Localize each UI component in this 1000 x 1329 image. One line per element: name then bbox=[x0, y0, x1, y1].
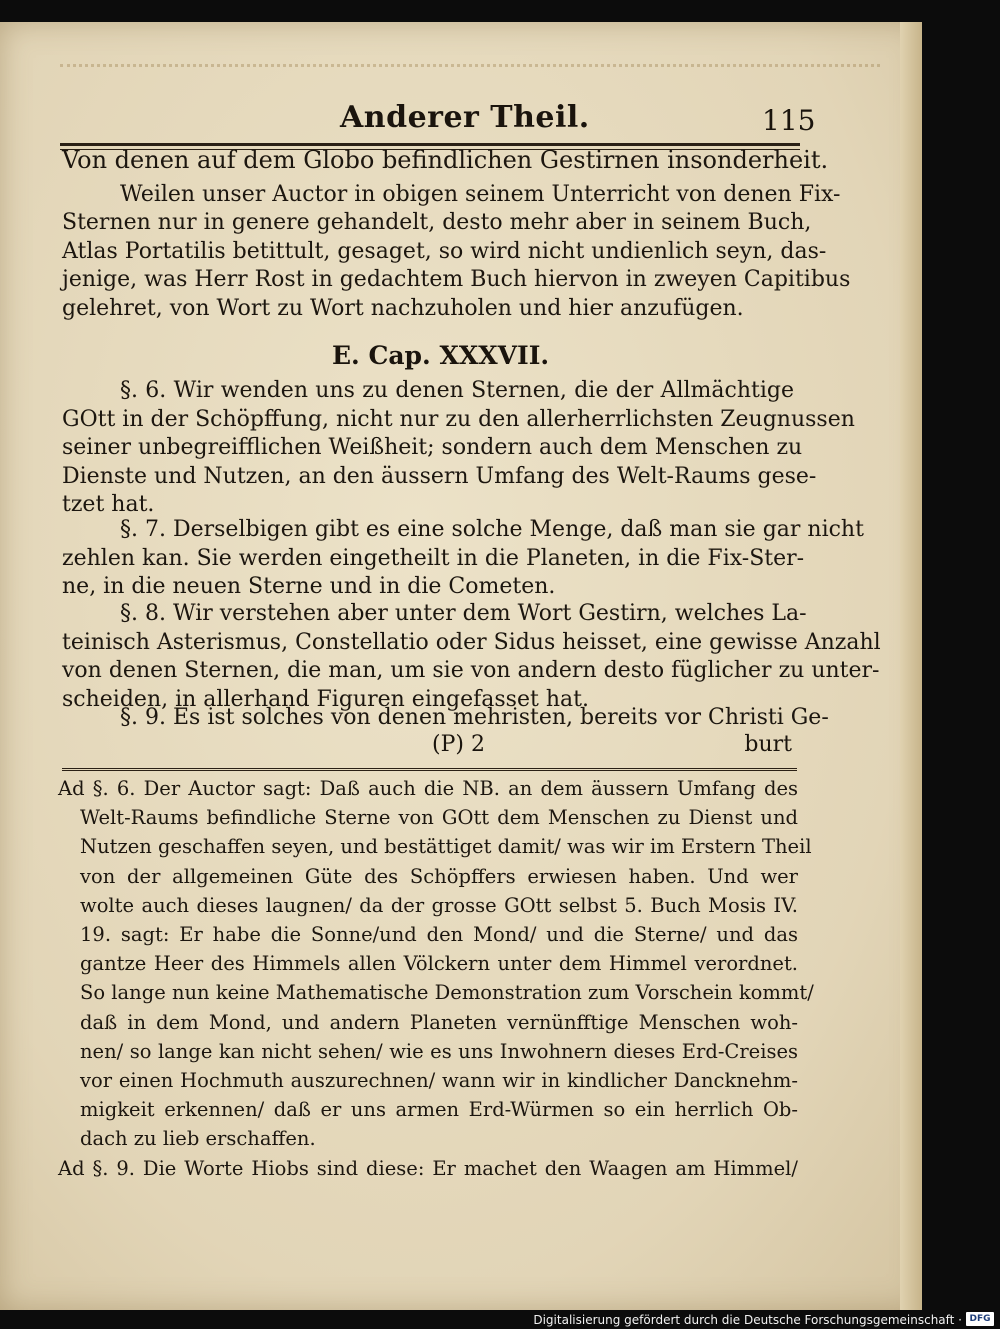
paragraph-line: scheiden, in allerhand Figuren eingefasset hat. bbox=[62, 686, 589, 712]
intro-line: Weilen unser Auctor in obigen seinem Unterricht von denen Fix- bbox=[120, 181, 841, 207]
footnote-line: wolte auch dieses laugnen/ da der grosse GOtt selbst 5. Buch Mosis IV. bbox=[80, 893, 798, 917]
page-edge bbox=[900, 22, 922, 1310]
footnote-line: von der allgemeinen Güte des Schöpffers erwiesen haben. Und wer bbox=[80, 864, 798, 888]
footnote-line: vor einen Hochmuth auszurechnen/ wann wir in kindlicher Dancknehm- bbox=[80, 1068, 798, 1092]
paragraph-line: Dienste und Nutzen, an den äussern Umfang des Welt-Raums gese- bbox=[62, 463, 817, 489]
dfg-logo-icon: DFG bbox=[966, 1312, 994, 1326]
credit-text: Digitalisierung gefördert durch die Deutsche Forschungsgemeinschaft · bbox=[533, 1313, 962, 1327]
page-number: 115 bbox=[762, 104, 816, 137]
footnote-line: dach zu lieb erschaffen. bbox=[80, 1127, 316, 1151]
footnote-line: Welt-Raums befindliche Sterne von GOtt dem Menschen zu Dienst und bbox=[80, 806, 798, 830]
paragraph-9 bbox=[62, 704, 829, 733]
footnote-rule bbox=[62, 768, 797, 771]
paragraph-6 bbox=[62, 377, 855, 520]
section-heading: E. Cap. XXXVII. bbox=[332, 341, 550, 370]
intro-line: Sternen nur in genere gehandelt, desto mehr aber in seinem Buch, bbox=[62, 210, 812, 236]
footnote-line: daß in dem Mond, und andern Planeten vernünfftige Menschen woh- bbox=[80, 1010, 798, 1034]
paragraph-line: zehlen kan. Sie werden eingetheilt in die Planeten, in die Fix-Ster- bbox=[62, 545, 805, 571]
footnote-line: Nutzen geschaffen seyen, und bestättiget damit/ was wir im Erstern Theil bbox=[80, 835, 812, 859]
footnote-line: migkeit erkennen/ daß er uns armen Erd-Würmen so ein herrlich Ob- bbox=[80, 1098, 798, 1122]
footnote-line: Ad §. 9. Die Worte Hiobs sind diese: Er machet den Waagen am Himmel/ bbox=[58, 1157, 798, 1180]
catchword: burt bbox=[744, 732, 792, 757]
intro-line: Atlas Portatilis betittult, gesaget, so wird nicht undienlich seyn, das- bbox=[62, 238, 827, 264]
intro-heading-line: Von denen auf dem Globo befindlichen Gestirnen insonderheit. bbox=[62, 146, 829, 174]
footnote-line: Ad §. 6. Der Auctor sagt: Daß auch die NB. an dem äussern Umfang des bbox=[58, 777, 798, 800]
binding-stitch bbox=[60, 64, 880, 71]
paragraph-line: §. 7. Derselbigen gibt es eine solche Menge, daß man sie gar nicht bbox=[120, 517, 864, 542]
intro-line: gelehret, von Wort zu Wort nachzuholen und hier anzufügen. bbox=[62, 295, 744, 321]
signature-mark: (P) 2 bbox=[432, 732, 485, 757]
paragraph-line: teinisch Asterismus, Constellatio oder Sidus heisset, eine gewisse Anzahl bbox=[62, 629, 881, 655]
paragraph-line: tzet hat. bbox=[62, 492, 155, 518]
footnote-9 bbox=[58, 1154, 798, 1183]
footnote-line: So lange nun keine Mathematische Demonstration zum Vorschein kommt/ bbox=[80, 981, 814, 1005]
footnote-line: 19. sagt: Er habe die Sonne/und den Mond/ und die Sterne/ und das bbox=[80, 922, 798, 946]
paragraph-line: GOtt in der Schöpffung, nicht nur zu den allerherrlichsten Zeugnussen bbox=[62, 406, 855, 432]
paragraph-line: §. 6. Wir wenden uns zu denen Sternen, die der Allmächtige bbox=[120, 378, 794, 403]
paragraph-line: von denen Sternen, die man, um sie von andern desto füglicher zu unter- bbox=[62, 658, 880, 684]
footnote-line: nen/ so lange kan nicht sehen/ wie es uns Inwohnern dieses Erd-Creises bbox=[80, 1039, 798, 1063]
paragraph-line: seiner unbegreifflichen Weißheit; sondern auch dem Menschen zu bbox=[62, 435, 803, 461]
footnote-6 bbox=[58, 774, 814, 1153]
paragraph-8 bbox=[62, 600, 881, 714]
paragraph-line: §. 9. Es ist solches von denen mehristen, bereits vor Christi Ge- bbox=[120, 705, 829, 730]
paragraph-line: ne, in die neuen Sterne und in die Cometen. bbox=[62, 574, 556, 600]
footnote-line: gantze Heer des Himmels allen Völckern unter dem Himmel verordnet. bbox=[80, 952, 798, 976]
paragraph-7 bbox=[62, 516, 864, 602]
intro-block bbox=[62, 146, 851, 324]
running-head: Anderer Theil. bbox=[340, 100, 590, 135]
signature-row bbox=[62, 732, 794, 762]
paragraph-line: §. 8. Wir verstehen aber unter dem Wort Gestirn, welches La- bbox=[120, 601, 807, 626]
book-page bbox=[0, 22, 922, 1310]
intro-line: jenige, was Herr Rost in gedachtem Buch hiervon in zweyen Capitibus bbox=[62, 267, 851, 293]
